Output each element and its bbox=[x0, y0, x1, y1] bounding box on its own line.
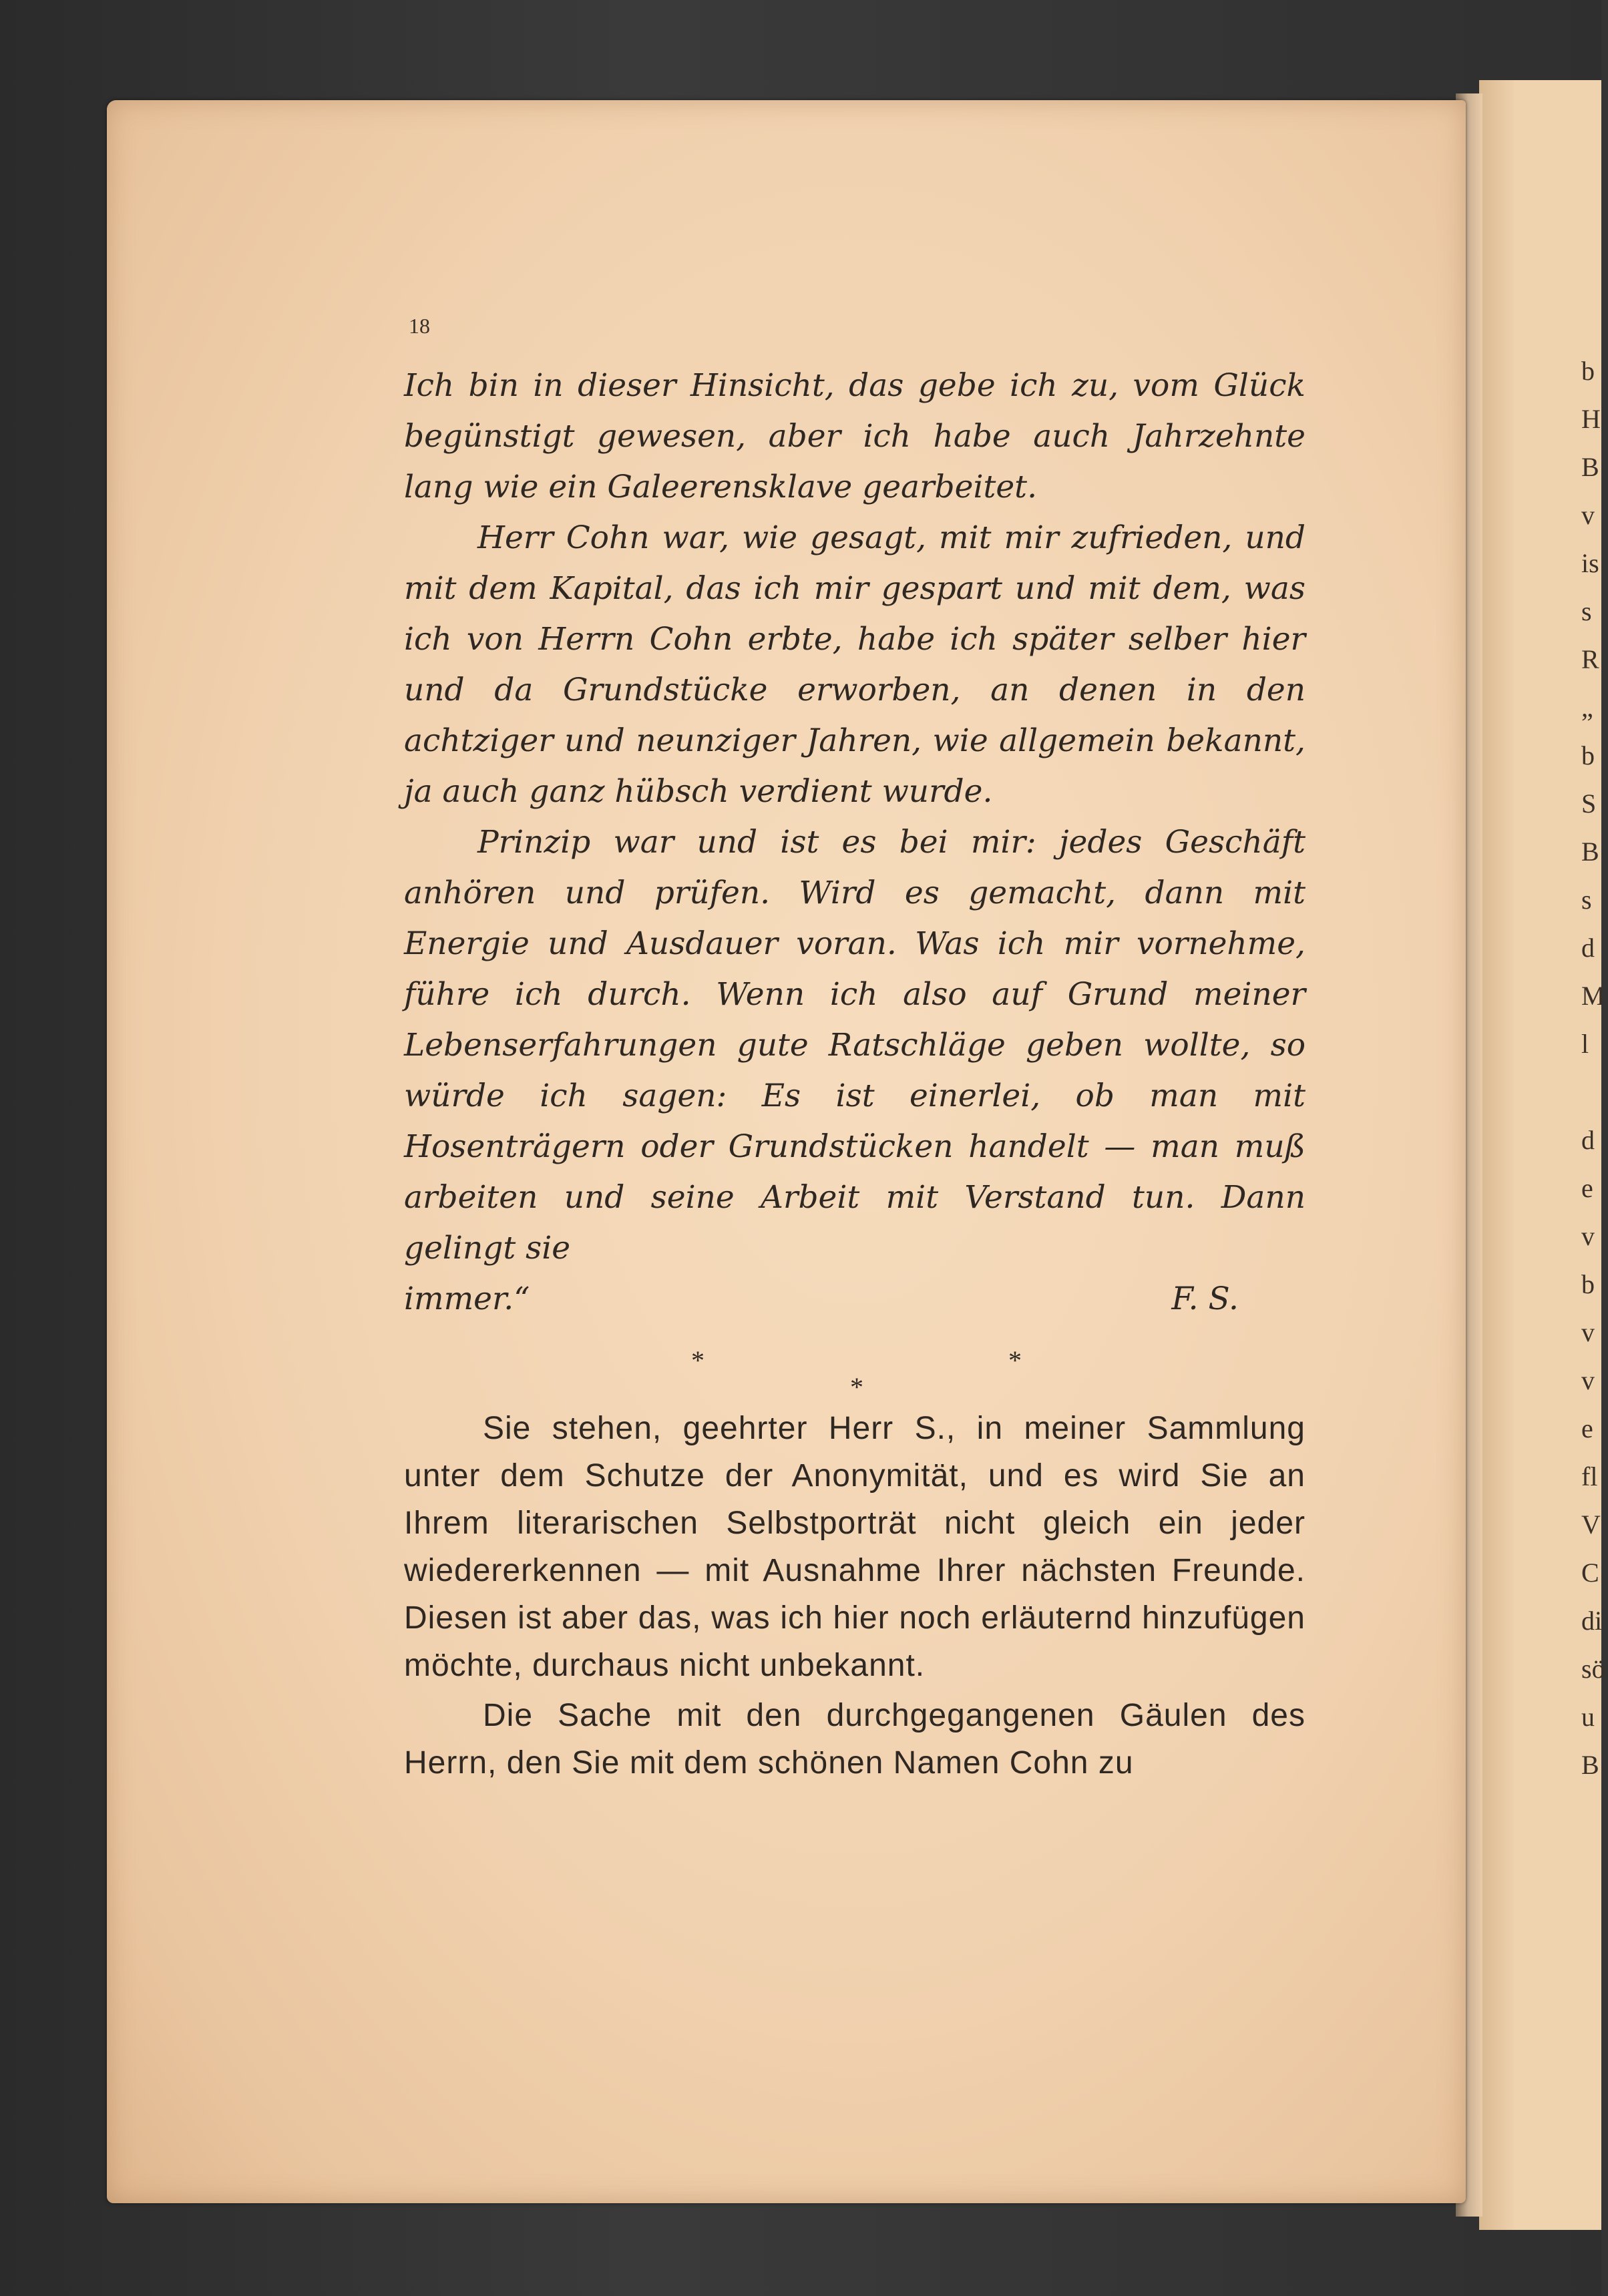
letter-quote bbox=[404, 361, 1305, 1325]
facing-page-text bbox=[1581, 347, 1608, 1789]
facing-fragment: M bbox=[1581, 981, 1605, 1011]
facing-fragment: v bbox=[1581, 1317, 1595, 1347]
facing-fragment: v bbox=[1581, 1221, 1595, 1251]
italic-paragraph: Herr Cohn war, wie gesagt, mit mir zufrieden, und mit dem Kapital, das ich mir gespart und mit dem, was ich von Herrn Cohn erbte, habe ich später selber hier und da Grundstücke erworben, an denen in den achtziger und neunziger Jahren, wie allgemein bekannt, ja auch ganz hübsch verdient wurde. bbox=[404, 519, 1305, 810]
roman-paragraph: Die Sache mit den durchgegangenen Gäulen des Herrn, den Sie mit dem schönen Namen Cohn zu bbox=[404, 1698, 1305, 1781]
page-text bbox=[404, 361, 1305, 1787]
italic-paragraph: Ich bin in dieser Hinsicht, das gebe ich zu, vom Glück begünstigt gewesen, aber ich habe auch Jahrzehnte lang wie ein Galeerensklave gearbeitet. bbox=[404, 367, 1305, 505]
facing-fragment: v bbox=[1581, 500, 1595, 530]
facing-fragment: d bbox=[1581, 933, 1595, 963]
page-number: 18 bbox=[409, 314, 430, 338]
facing-fragment: B bbox=[1581, 837, 1599, 867]
facing-fragment: is bbox=[1581, 548, 1599, 578]
facing-fragment: u bbox=[1581, 1702, 1595, 1732]
commentary bbox=[404, 1405, 1305, 1787]
facing-fragment: B bbox=[1581, 452, 1599, 482]
italic-paragraph: Prinzip war und ist es bei mir: jedes Geschäft anhören und prüfen. Wird es gemacht, dann mit Energie und Ausdauer voran. Was ich mir vornehme, führe ich durch. Wenn ich also auf Grund meiner Lebenserfahrungen gute Ratschläge geben wollte, so würde ich sagen: Es ist einerlei, ob man mit Hosenträgern oder Grundstücken handelt — man muß arbeiten und seine Arbeit mit Verstand tun. Dann gelingt sie bbox=[404, 824, 1305, 1267]
roman-paragraph: Sie stehen, geehrter Herr S., in meiner Sammlung unter dem Schutze der Anonymität, und es wird Sie an Ihrem literarischen Selbstporträt nicht gleich ein jeder wiedererkennen — mit Ausnahme Ihrer nächsten Freunde. Diesen ist aber das, was ich hier noch erläuternd hinzufügen möchte, durchaus nicht unbekannt. bbox=[404, 1411, 1305, 1683]
facing-fragment: sö bbox=[1581, 1654, 1605, 1684]
facing-fragment: b bbox=[1581, 740, 1595, 770]
facing-fragment: s bbox=[1581, 596, 1592, 626]
facing-fragment: d bbox=[1581, 1125, 1595, 1155]
facing-fragment bbox=[1581, 1068, 1608, 1116]
asterisk: * bbox=[850, 1372, 863, 1402]
asterisk: * bbox=[1008, 1345, 1022, 1375]
facing-fragment: C bbox=[1581, 1558, 1599, 1588]
section-separator bbox=[404, 1338, 1305, 1405]
facing-fragment: e bbox=[1581, 1173, 1593, 1203]
facing-fragment: R bbox=[1581, 644, 1599, 674]
facing-fragment: di bbox=[1581, 1606, 1603, 1636]
facing-fragment: b bbox=[1581, 356, 1595, 386]
facing-fragment: H bbox=[1581, 404, 1601, 434]
facing-fragment: v bbox=[1581, 1365, 1595, 1395]
facing-fragment: „ bbox=[1581, 692, 1593, 722]
facing-fragment: b bbox=[1581, 1269, 1595, 1299]
signature: F. S. bbox=[1171, 1281, 1239, 1317]
facing-fragment: S bbox=[1581, 788, 1597, 819]
facing-fragment: fl bbox=[1581, 1461, 1598, 1491]
closing-word: immer.“ bbox=[404, 1281, 530, 1317]
facing-fragment: l bbox=[1581, 1029, 1589, 1059]
facing-fragment: s bbox=[1581, 885, 1592, 915]
facing-fragment: B bbox=[1581, 1750, 1599, 1780]
facing-fragment: e bbox=[1581, 1413, 1593, 1443]
closing-line bbox=[404, 1274, 1305, 1325]
asterisk: * bbox=[691, 1345, 705, 1375]
facing-fragment: V bbox=[1581, 1510, 1601, 1540]
